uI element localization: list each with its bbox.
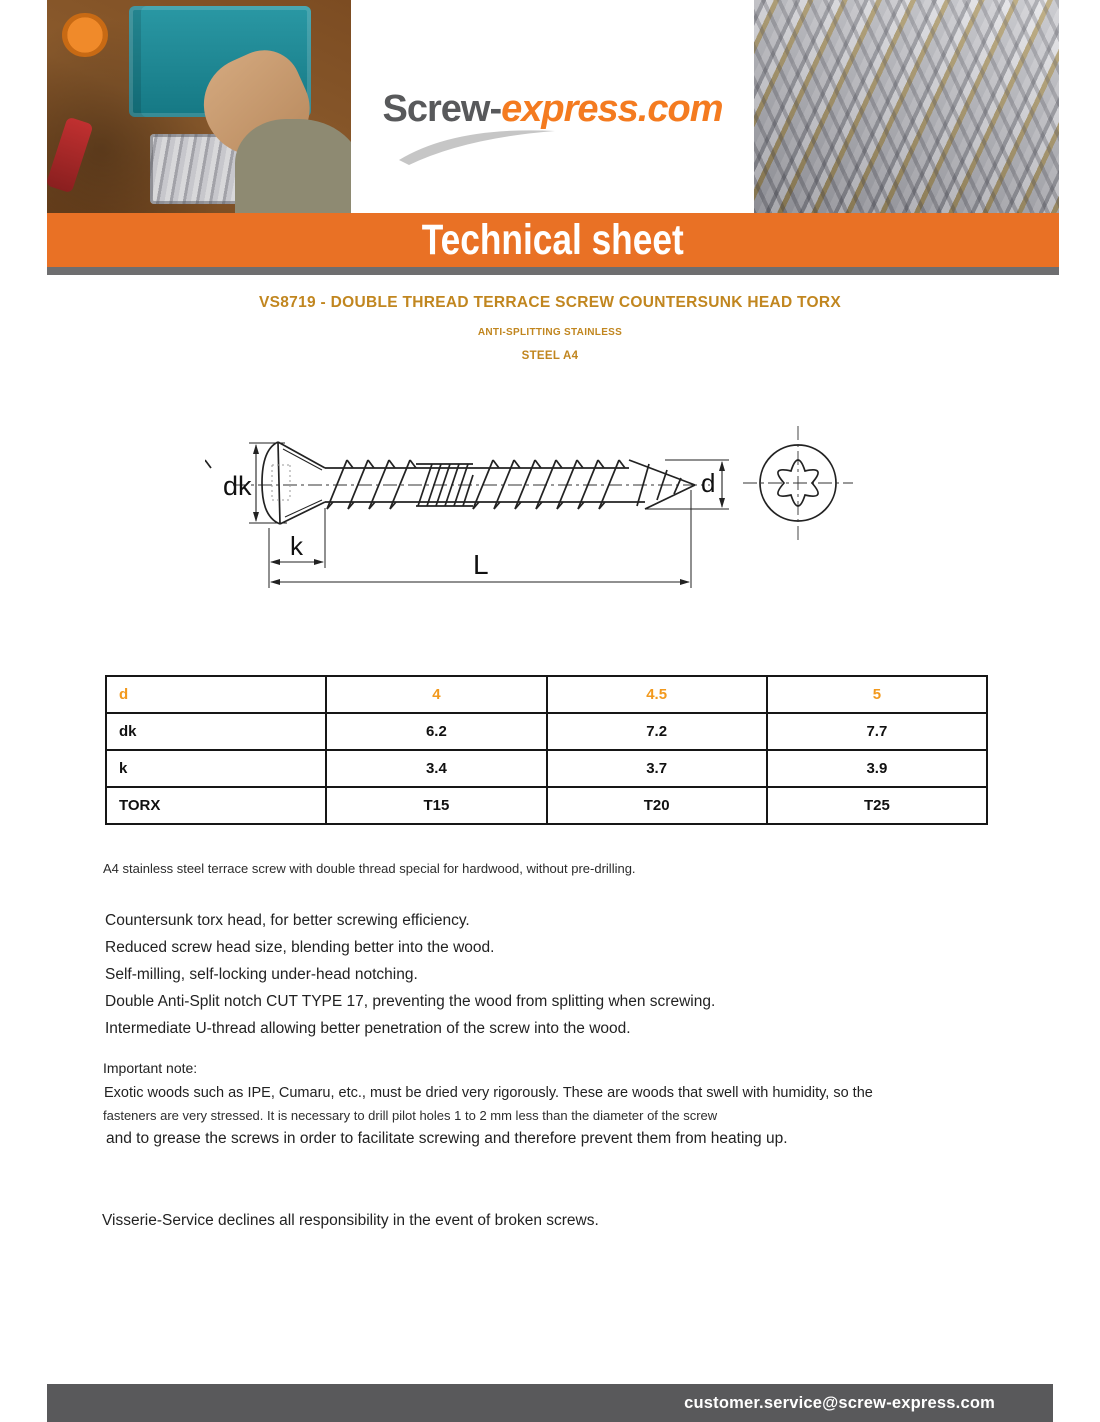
technical-sheet-banner (47, 213, 1059, 267)
important-note-title: Important note: (103, 1060, 198, 1076)
logo-text-orange: express.com (501, 88, 723, 130)
screwdriver (47, 117, 94, 194)
cell-k-5: 3.9 (767, 750, 987, 787)
sleeve (235, 119, 351, 213)
banner-divider (47, 267, 1059, 275)
tape-measure (62, 13, 108, 58)
cell-torx-4-5: T20 (547, 787, 767, 824)
banner-title: Technical sheet (422, 215, 684, 264)
dim-label-L: L (473, 549, 489, 580)
logo-text-gray: Screw- (382, 88, 502, 130)
logo-swoosh-icon (393, 122, 563, 166)
note-line: Exotic woods such as IPE, Cumaru, etc., must be dried very rigorously. These are woods that swell with humidity, so the (104, 1085, 873, 1101)
row-label-k: k (106, 750, 326, 787)
feature-item: Intermediate U-thread allowing better penetration of the screw into the wood. (105, 1020, 631, 1037)
product-intro: A4 stainless steel terrace screw with double thread special for hardwood, without pre-drilling. (103, 861, 636, 876)
spec-header-4-5: 4.5 (547, 676, 767, 713)
row-label-dk: dk (106, 713, 326, 750)
cell-torx-4: T15 (326, 787, 546, 824)
product-subtitle-2: STEEL A4 (521, 350, 579, 362)
cell-k-4: 3.4 (326, 750, 546, 787)
feature-item: Self-milling, self-locking under-head notching. (105, 966, 418, 983)
cell-k-4-5: 3.7 (547, 750, 767, 787)
cell-dk-4-5: 7.2 (547, 713, 767, 750)
spec-header-d: d (106, 676, 326, 713)
row-label-torx: TORX (106, 787, 326, 824)
feature-item: Countersunk torx head, for better screwing efficiency. (105, 912, 470, 929)
spec-header-4: 4 (326, 676, 546, 713)
table-row-dk (106, 713, 987, 750)
workshop-photo (47, 0, 351, 213)
photo-glare (754, 0, 1059, 213)
feature-item: Reduced screw head size, blending better into the wood. (105, 939, 495, 956)
screws-pile-photo (754, 0, 1059, 213)
dim-label-k: k (290, 531, 303, 561)
dim-label-dk: dk (223, 471, 252, 501)
cell-dk-4: 6.2 (326, 713, 546, 750)
torx-head-view (743, 426, 853, 540)
product-title: VS8719 - DOUBLE THREAD TERRACE SCREW COUNTERSUNK HEAD TORX (258, 294, 842, 311)
spec-header-5: 5 (767, 676, 987, 713)
cell-torx-5: T25 (767, 787, 987, 824)
footer-bar (47, 1384, 1053, 1422)
note-line: and to grease the screws in order to facilitate screwing and therefore prevent them from heating up. (106, 1130, 788, 1147)
dim-label-d: d (701, 468, 716, 498)
product-title-block (0, 294, 1100, 362)
feature-item: Double Anti-Split notch CUT TYPE 17, preventing the wood from splitting when screwing. (105, 993, 716, 1010)
customer-service-email[interactable]: customer.service@screw-express.com (684, 1393, 995, 1412)
disclaimer-text: Visserie-Service declines all responsibility in the event of broken screws. (102, 1212, 599, 1229)
screw-technical-drawing (205, 418, 885, 598)
note-line: fasteners are very stressed. It is necessary to drill pilot holes 1 to 2 mm less than the diameter of the screw (103, 1108, 718, 1123)
feature-list (105, 907, 715, 1042)
table-row-k (106, 750, 987, 787)
product-subtitle-1: ANTI-SPLITTING STAINLESS (477, 327, 623, 338)
logo (351, 0, 754, 213)
table-row-torx (106, 787, 987, 824)
spec-table-header-row (106, 676, 987, 713)
screw-diagram-svg (205, 418, 885, 598)
spec-table (105, 675, 988, 825)
cell-dk-5: 7.7 (767, 713, 987, 750)
